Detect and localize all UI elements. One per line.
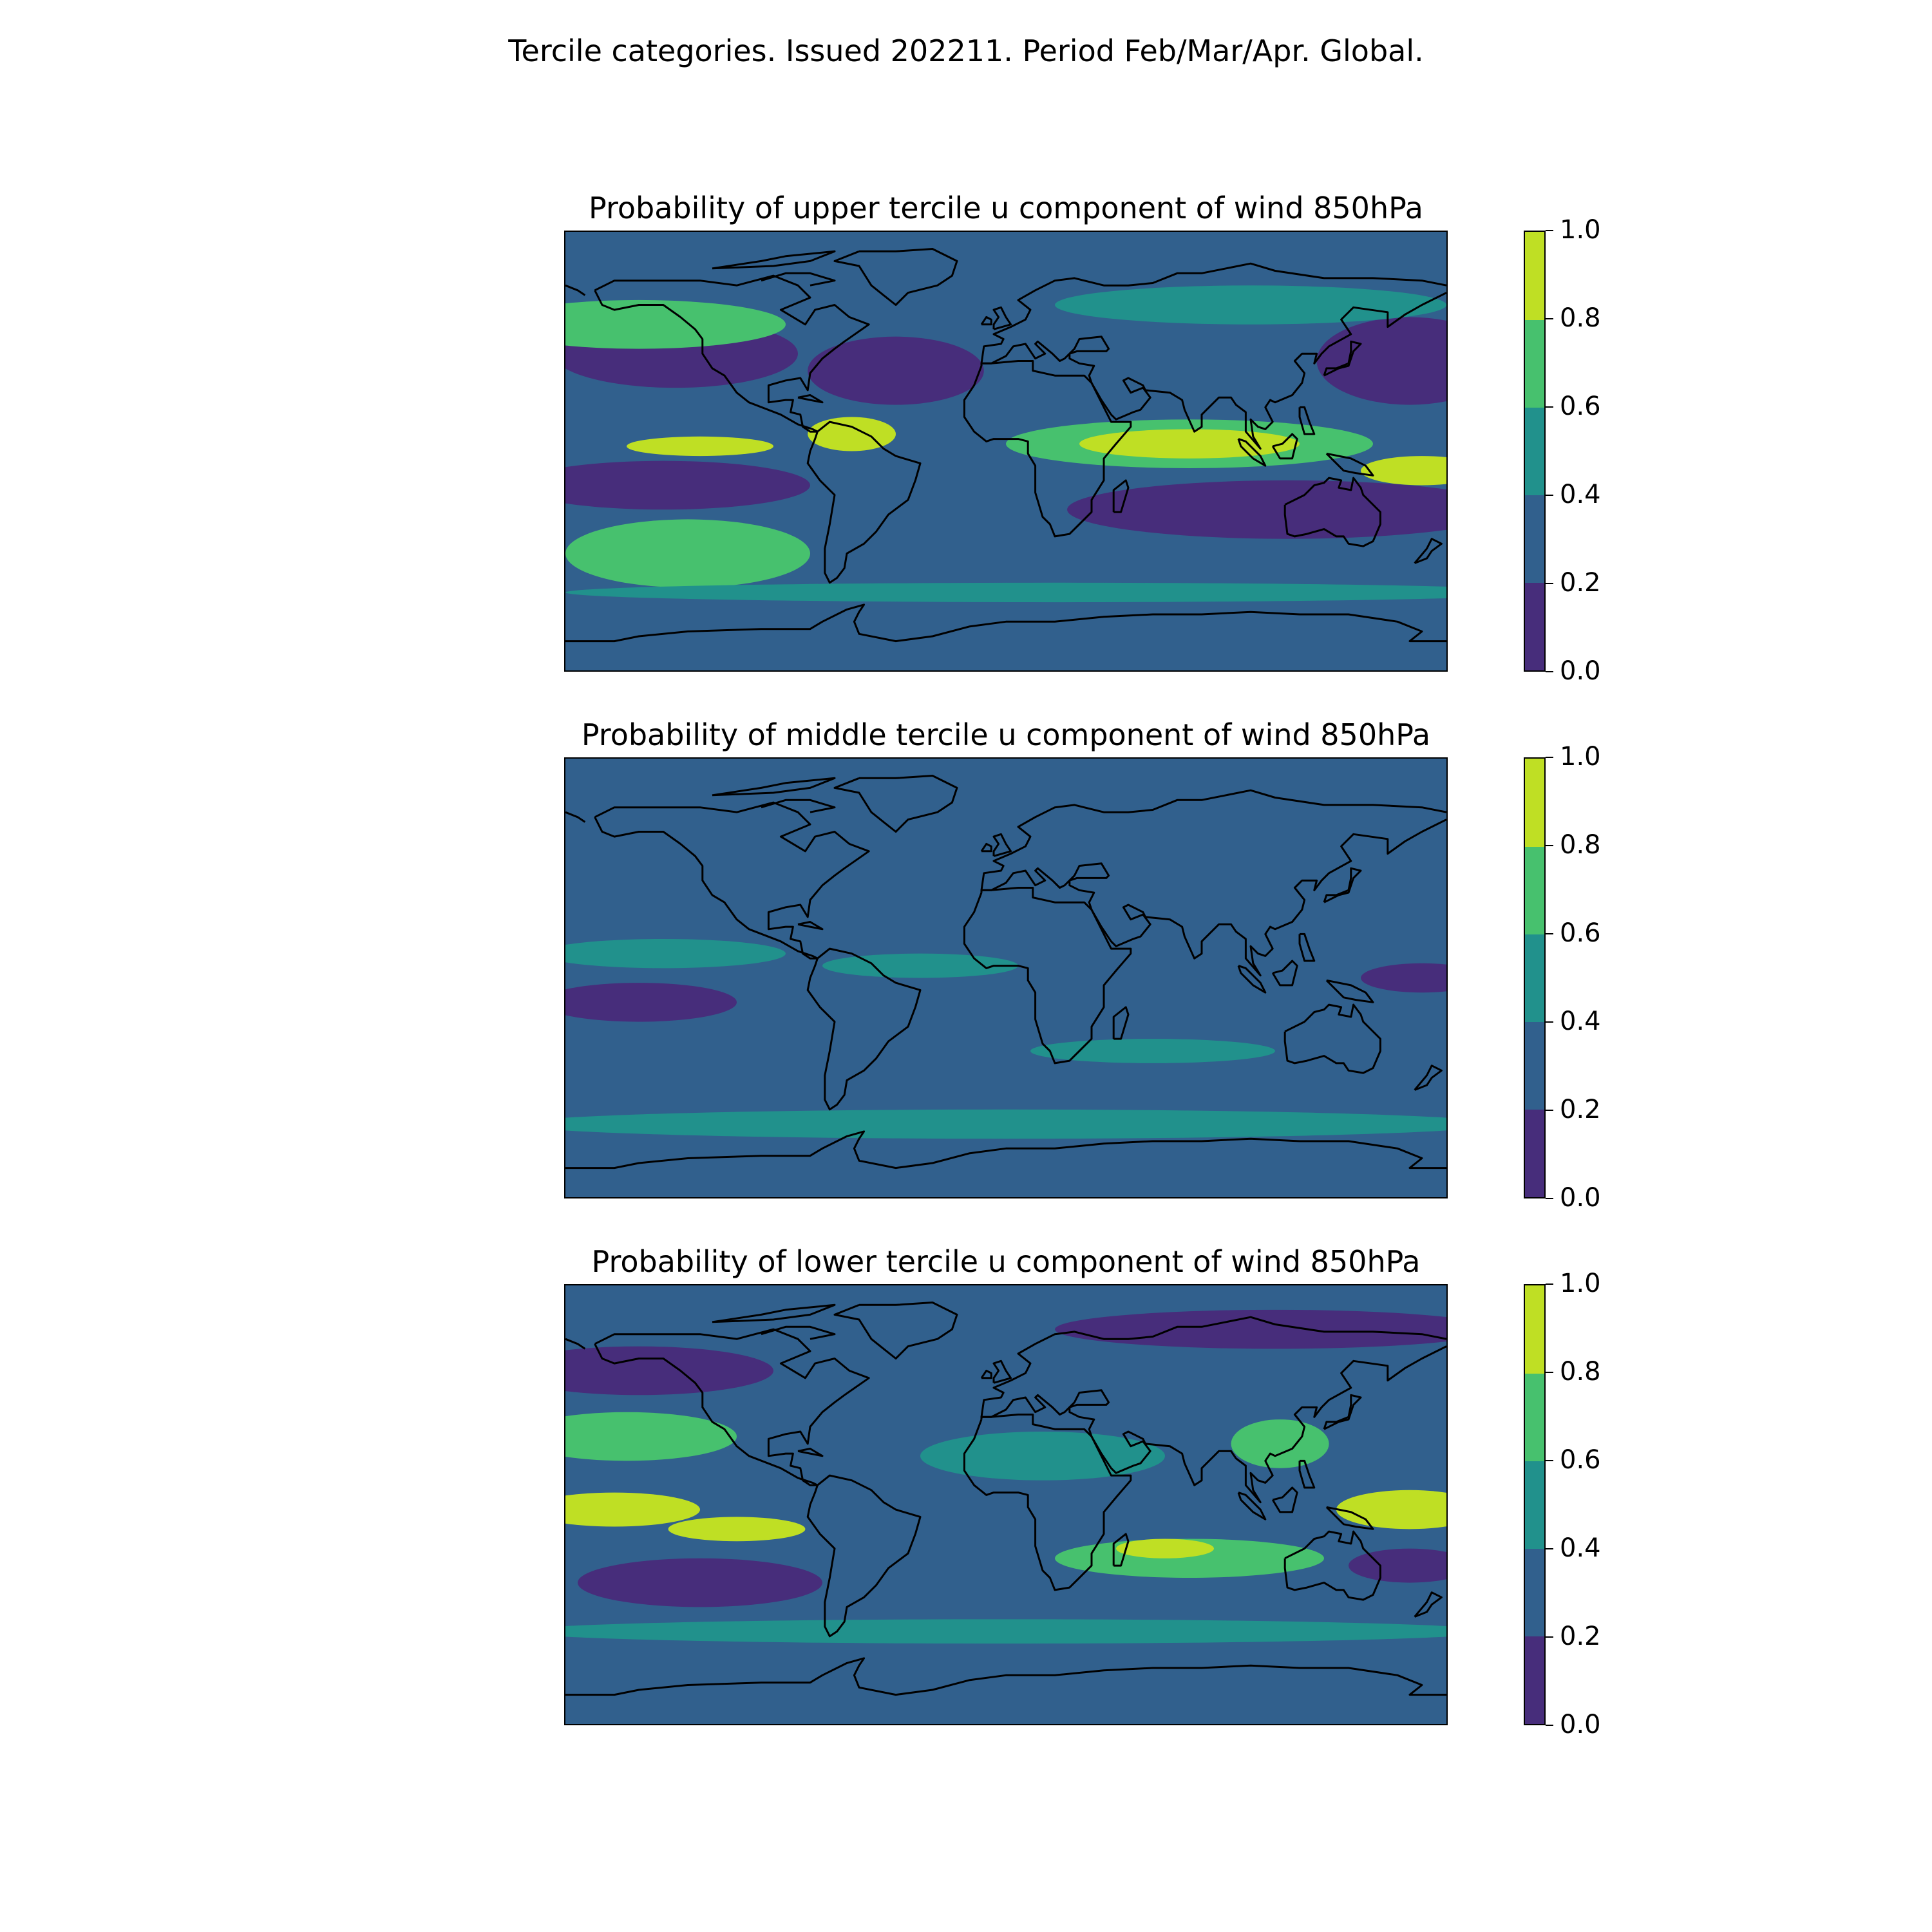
tick-mark	[1546, 845, 1553, 846]
tick-mark	[1546, 1636, 1553, 1638]
tick-label: 0.8	[1560, 1357, 1601, 1387]
map-lower-tercile	[564, 1284, 1448, 1725]
tick-mark	[1546, 1283, 1553, 1285]
colorbar-segment	[1525, 1022, 1544, 1110]
tick-mark	[1546, 583, 1553, 584]
tick-label: 0.6	[1560, 1445, 1601, 1475]
tick-label: 0.0	[1560, 656, 1601, 686]
panel-title: Probability of upper tercile u component of wind 850hPa	[589, 191, 1423, 225]
probability-region	[1079, 429, 1300, 458]
colorbar-segment	[1525, 319, 1544, 408]
colorbar	[1524, 231, 1546, 672]
tick-label: 0.6	[1560, 392, 1601, 421]
probability-region	[668, 1517, 806, 1541]
colorbar-segment	[1525, 1636, 1544, 1725]
colorbar-segment	[1525, 1373, 1544, 1461]
colorbar	[1524, 757, 1546, 1198]
probability-region	[565, 1619, 1446, 1643]
colorbar-segment	[1525, 1461, 1544, 1549]
figure-title: Tercile categories. Issued 202211. Period Feb/Mar/Apr. Global.	[508, 33, 1424, 68]
tick-label: 0.8	[1560, 830, 1601, 860]
colorbar-segment	[1525, 759, 1544, 847]
tick-mark	[1546, 406, 1553, 408]
tick-label: 1.0	[1560, 215, 1601, 245]
tick-mark	[1546, 1460, 1553, 1461]
probability-region	[920, 1432, 1165, 1481]
colorbar-segment	[1525, 407, 1544, 495]
colorbar-segment	[1525, 232, 1544, 320]
probability-region	[578, 1558, 822, 1607]
colorbar-segment	[1525, 495, 1544, 583]
tick-mark	[1546, 933, 1553, 934]
colorbar-segment	[1525, 583, 1544, 671]
tick-label: 1.0	[1560, 1269, 1601, 1298]
probability-region	[808, 417, 896, 451]
colorbar-segment	[1525, 1549, 1544, 1637]
tick-mark	[1546, 1021, 1553, 1023]
colorbar-segment	[1525, 1285, 1544, 1374]
tick-label: 0.2	[1560, 568, 1601, 598]
colorbar-segment	[1525, 846, 1544, 934]
tick-mark	[1546, 671, 1553, 672]
tick-mark	[1546, 230, 1553, 231]
tick-mark	[1546, 757, 1553, 758]
tick-label: 0.8	[1560, 303, 1601, 333]
colorbar	[1524, 1284, 1546, 1725]
colorbar-segment	[1525, 934, 1544, 1022]
tick-label: 0.2	[1560, 1622, 1601, 1651]
probability-region	[627, 437, 773, 456]
probability-region	[1231, 1419, 1329, 1468]
probability-region	[1116, 1539, 1214, 1558]
tick-mark	[1546, 1198, 1553, 1199]
probability-region	[808, 337, 984, 405]
probability-region	[565, 1110, 1446, 1139]
tick-label: 0.6	[1560, 918, 1601, 948]
panel-upper-tercile	[0, 191, 1932, 719]
tick-mark	[1546, 1110, 1553, 1111]
map-middle-tercile	[564, 757, 1448, 1198]
tick-label: 0.4	[1560, 1533, 1601, 1563]
colorbar-segment	[1525, 1110, 1544, 1198]
panel-lower-tercile	[0, 1244, 1932, 1772]
panel-title: Probability of middle tercile u component of wind 850hPa	[581, 717, 1431, 752]
tick-mark	[1546, 1548, 1553, 1549]
probability-region	[565, 519, 810, 587]
probability-region	[1030, 1039, 1275, 1063]
tick-mark	[1546, 1372, 1553, 1373]
tick-label: 1.0	[1560, 742, 1601, 772]
tick-label: 0.4	[1560, 480, 1601, 509]
map-upper-tercile	[564, 231, 1448, 672]
tick-label: 0.0	[1560, 1183, 1601, 1213]
panel-middle-tercile	[0, 717, 1932, 1245]
tick-mark	[1546, 1725, 1553, 1726]
tick-label: 0.0	[1560, 1710, 1601, 1739]
panel-title: Probability of lower tercile u component of wind 850hPa	[591, 1244, 1421, 1279]
probability-region	[822, 954, 1018, 978]
tick-mark	[1546, 318, 1553, 319]
tick-label: 0.4	[1560, 1007, 1601, 1036]
tick-mark	[1546, 495, 1553, 496]
tick-label: 0.2	[1560, 1095, 1601, 1124]
